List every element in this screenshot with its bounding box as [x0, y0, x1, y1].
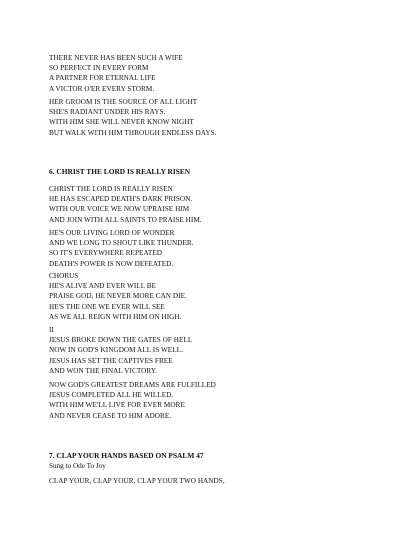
song-subtitle: Sung to Ode To Joy [49, 462, 106, 470]
lyric-line: A PARTNER FOR ETERNAL LIFE [49, 74, 156, 83]
song-title: 7. CLAP YOUR HANDS BASED ON PSALM 47 [49, 451, 204, 460]
lyric-line: HER GROOM IS THE SOURCE OF ALL LIGHT [49, 98, 198, 106]
lyric-line: DEATH'S POWER IS NOW DEFEATED. [49, 259, 174, 268]
lyric-line: PRAISE GOD, HE NEVER MORE CAN DIE. [49, 292, 187, 301]
lyric-line: WITH OUR VOICE WE NOW UPRAISE HIM [49, 205, 190, 214]
verse-number: II [49, 326, 54, 334]
lyric-line: WITH HIM SHE WILL NEVER KNOW NIGHT [49, 118, 194, 127]
lyric-line: JESUS BROKE DOWN THE GATES OF HELL [49, 336, 193, 345]
stanza-block [49, 476, 389, 486]
lyric-line: JESUS COMPLETED ALL HE WILLED. [49, 391, 174, 400]
lyric-line: HE'S THE ONE WE EVER WILL SEE [49, 302, 165, 311]
lyric-line: AND WON THE FINAL VICTORY. [49, 366, 157, 375]
stanza-block [49, 97, 389, 138]
lyric-line: HE HAS ESCAPED DEATH'S DARK PRISON. [49, 195, 193, 204]
lyric-line: HE'S ALIVE AND EVER WILL BE [49, 282, 157, 291]
stanza-block [49, 184, 389, 225]
lyric-line: AS WE ALL REIGN WITH HIM ON HIGH. [49, 312, 182, 321]
lyric-line: AND WE LONG TO SHOUT LIKE THUNDER. [49, 239, 194, 248]
lyric-line: A VICTOR O'ER EVERY STORM. [49, 84, 155, 93]
lyric-line: JESUS HAS SET THE CAPTIVES FREE [49, 356, 173, 365]
lyric-line: BUT WALK WITH HIM THROUGH ENDLESS DAYS. [49, 128, 217, 137]
lyric-line: NOW IN GOD'S KINGDOM ALL IS WELL. [49, 346, 183, 355]
lyric-line: CLAP YOUR, CLAP YOUR, CLAP YOUR TWO HANDS, [49, 477, 225, 485]
song-6-title [49, 167, 389, 177]
lyric-line: WITH HIM WE'LL LIVE FOR EVER MORE [49, 401, 185, 410]
lyric-line: SO IT'S EVERYWHERE REPEATED [49, 249, 163, 258]
lyric-line: NOW GOD'S GREATEST DREAMS ARE FULFILLED [49, 381, 216, 389]
song-title: 6. CHRIST THE LORD IS REALLY RISEN [49, 167, 191, 176]
chorus-label: CHORUS [49, 272, 79, 280]
lyric-line: HE'S OUR LIVING LORD OF WONDER [49, 229, 175, 237]
stanza-block [49, 53, 389, 94]
stanza-block [49, 325, 389, 376]
lyric-line: THERE NEVER HAS BEEN SUCH A WIFE [49, 54, 183, 62]
lyric-line: AND NEVER CEASE TO HIM ADORE. [49, 411, 172, 420]
lyric-line: SO PERFECT IN EVERY FORM [49, 64, 149, 73]
lyric-line: AND JOIN WITH ALL SAINTS TO PRAISE HIM. [49, 215, 202, 224]
song-7-header [49, 451, 389, 471]
stanza-block [49, 228, 389, 269]
stanza-block [49, 380, 389, 421]
chorus-block [49, 271, 389, 322]
lyric-line: CHRIST THE LORD IS REALLY RISEN [49, 185, 173, 193]
lyric-line: SHE'S RADIANT UNDER HIS RAYS. [49, 108, 166, 117]
